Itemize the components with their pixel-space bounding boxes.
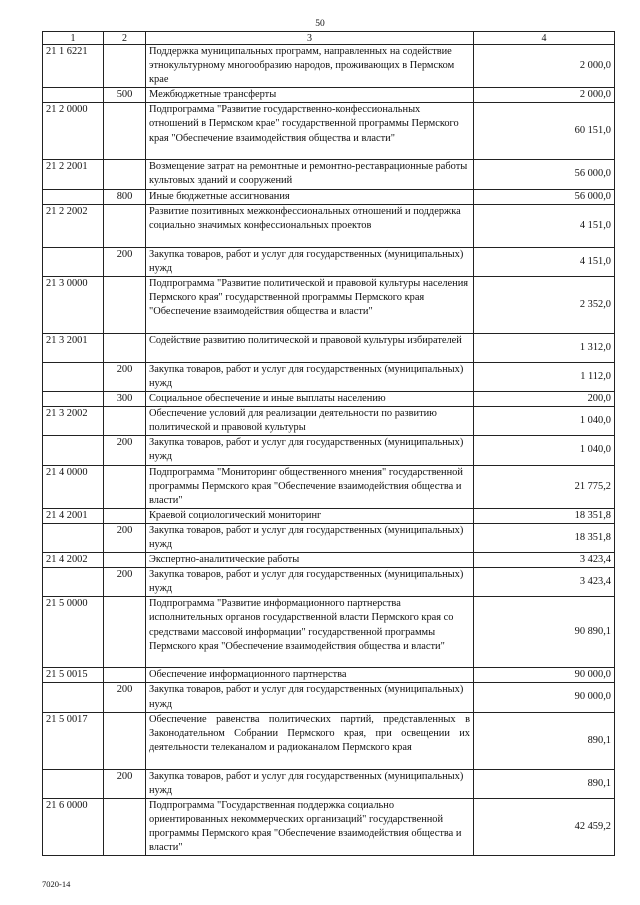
row-description: Подпрограмма "Развитие государственно-конфессиональных отношений в Пермском крае" государственной программы Пермского края "Обеспечение взаимодействия общества и власти" (146, 103, 474, 160)
row-description: Закупка товаров, работ и услуг для государственных (муниципальных) нужд (146, 568, 474, 597)
row-expense-kind (104, 160, 146, 189)
table-row (43, 798, 615, 855)
row-amount: 1 312,0 (474, 333, 615, 362)
row-amount: 1 040,0 (474, 436, 615, 465)
row-amount: 56 000,0 (474, 189, 615, 204)
row-description: Краевой социологический мониторинг (146, 508, 474, 523)
row-expense-kind: 200 (104, 683, 146, 712)
table-row (43, 392, 615, 407)
row-amount: 42 459,2 (474, 798, 615, 855)
table-row (43, 276, 615, 333)
row-description: Экспертно-аналитические работы (146, 553, 474, 568)
row-description: Содействие развитию политической и правовой культуры избирателей (146, 333, 474, 362)
column-header-description: 3 (146, 32, 474, 45)
row-code (43, 189, 104, 204)
row-amount: 890,1 (474, 712, 615, 769)
row-expense-kind: 200 (104, 568, 146, 597)
row-code (43, 362, 104, 391)
row-amount: 90 000,0 (474, 668, 615, 683)
table-header-row (43, 32, 615, 45)
row-amount: 200,0 (474, 392, 615, 407)
table-row (43, 712, 615, 769)
row-code: 21 5 0015 (43, 668, 104, 683)
row-amount: 1 112,0 (474, 362, 615, 391)
budget-table (42, 31, 615, 856)
row-code (43, 88, 104, 103)
row-code: 21 4 0000 (43, 465, 104, 508)
table-row (43, 189, 615, 204)
row-description: Закупка товаров, работ и услуг для государственных (муниципальных) нужд (146, 247, 474, 276)
table-row (43, 247, 615, 276)
page-number: 50 (315, 19, 325, 29)
row-code (43, 247, 104, 276)
row-expense-kind: 800 (104, 189, 146, 204)
row-expense-kind (104, 204, 146, 247)
table-row (43, 333, 615, 362)
table-row (43, 436, 615, 465)
row-expense-kind (104, 276, 146, 333)
row-code (43, 568, 104, 597)
row-amount: 60 151,0 (474, 103, 615, 160)
row-code: 21 5 0000 (43, 597, 104, 668)
row-code: 21 2 2001 (43, 160, 104, 189)
table-row (43, 88, 615, 103)
row-amount: 4 151,0 (474, 247, 615, 276)
row-amount: 90 000,0 (474, 683, 615, 712)
table-row (43, 465, 615, 508)
row-description: Возмещение затрат на ремонтные и ремонтно-реставрационные работы культовых зданий и сооружений (146, 160, 474, 189)
column-header-amount: 4 (474, 32, 615, 45)
row-description: Подпрограмма "Государственная поддержка социально ориентированных некоммерческих организаций" государственной программы Пермского края "Обеспечение взаимодействия общества и власти" (146, 798, 474, 855)
row-expense-kind (104, 103, 146, 160)
row-code: 21 2 2002 (43, 204, 104, 247)
row-amount: 18 351,8 (474, 523, 615, 552)
row-code: 21 5 0017 (43, 712, 104, 769)
row-amount: 890,1 (474, 769, 615, 798)
table-row (43, 683, 615, 712)
row-amount: 3 423,4 (474, 568, 615, 597)
row-code: 21 4 2001 (43, 508, 104, 523)
row-code: 21 4 2002 (43, 553, 104, 568)
row-expense-kind (104, 798, 146, 855)
row-code: 21 2 0000 (43, 103, 104, 160)
row-description: Социальное обеспечение и иные выплаты населению (146, 392, 474, 407)
row-expense-kind: 500 (104, 88, 146, 103)
row-expense-kind: 300 (104, 392, 146, 407)
row-description: Обеспечение равенства политических партий, представленных в Законодательном Собрании Пермского края, при освещении их деятельности телеканалом и радиоканалом Пермского края (146, 712, 474, 769)
row-amount: 1 040,0 (474, 407, 615, 436)
table-row (43, 103, 615, 160)
row-amount: 3 423,4 (474, 553, 615, 568)
row-code (43, 436, 104, 465)
row-description: Подпрограмма "Развитие политической и правовой культуры населения Пермского края" государственной программы Пермского края "Обеспечение взаимодействия общества и власти" (146, 276, 474, 333)
table-row (43, 204, 615, 247)
row-amount: 21 775,2 (474, 465, 615, 508)
row-amount: 18 351,8 (474, 508, 615, 523)
table-row (43, 407, 615, 436)
table-row (43, 362, 615, 391)
row-code (43, 683, 104, 712)
row-code: 21 6 0000 (43, 798, 104, 855)
row-expense-kind (104, 45, 146, 88)
row-code: 21 3 2001 (43, 333, 104, 362)
row-description: Обеспечение условий для реализации деятельности по развитию политической и правовой культуры (146, 407, 474, 436)
row-expense-kind (104, 712, 146, 769)
row-code: 21 3 0000 (43, 276, 104, 333)
row-expense-kind (104, 553, 146, 568)
row-description: Подпрограмма "Развитие информационного партнерства исполнительных органов государственной власти Пермского края со средствами массовой информации" государственной программы Пермского края "Обеспечение взаимодействия общества и власти" (146, 597, 474, 668)
row-description: Закупка товаров, работ и услуг для государственных (муниципальных) нужд (146, 362, 474, 391)
row-description: Закупка товаров, работ и услуг для государственных (муниципальных) нужд (146, 436, 474, 465)
row-description: Иные бюджетные ассигнования (146, 189, 474, 204)
row-expense-kind: 200 (104, 523, 146, 552)
table-row (43, 160, 615, 189)
row-expense-kind: 200 (104, 362, 146, 391)
row-description: Закупка товаров, работ и услуг для государственных (муниципальных) нужд (146, 523, 474, 552)
row-expense-kind (104, 407, 146, 436)
row-description: Подпрограмма "Мониторинг общественного мнения" государственной программы Пермского края "Обеспечение взаимодействия общества и власти" (146, 465, 474, 508)
row-expense-kind (104, 465, 146, 508)
row-amount: 2 000,0 (474, 88, 615, 103)
row-expense-kind: 200 (104, 436, 146, 465)
row-expense-kind (104, 597, 146, 668)
row-description: Межбюджетные трансферты (146, 88, 474, 103)
row-description: Обеспечение информационного партнерства (146, 668, 474, 683)
table-row (43, 597, 615, 668)
row-code (43, 392, 104, 407)
row-amount: 90 890,1 (474, 597, 615, 668)
row-expense-kind: 200 (104, 247, 146, 276)
table-row (43, 523, 615, 552)
table-row (43, 769, 615, 798)
column-header-kind: 2 (104, 32, 146, 45)
table-row (43, 553, 615, 568)
row-expense-kind (104, 668, 146, 683)
row-description: Поддержка муниципальных программ, направленных на содействие этнокультурному многообразию народов, проживающих в Пермском крае (146, 45, 474, 88)
row-description: Закупка товаров, работ и услуг для государственных (муниципальных) нужд (146, 769, 474, 798)
table-row (43, 508, 615, 523)
row-amount: 2 000,0 (474, 45, 615, 88)
table-row (43, 668, 615, 683)
row-code (43, 523, 104, 552)
row-description: Закупка товаров, работ и услуг для государственных (муниципальных) нужд (146, 683, 474, 712)
row-expense-kind: 200 (104, 769, 146, 798)
row-code: 21 1 6221 (43, 45, 104, 88)
row-amount: 2 352,0 (474, 276, 615, 333)
row-code (43, 769, 104, 798)
table-row (43, 568, 615, 597)
row-expense-kind (104, 508, 146, 523)
row-amount: 4 151,0 (474, 204, 615, 247)
row-code: 21 3 2002 (43, 407, 104, 436)
row-description: Развитие позитивных межконфессиональных отношений и поддержка социально значимых конфессиональных проектов (146, 204, 474, 247)
row-amount: 56 000,0 (474, 160, 615, 189)
footer-code: 7020-14 (42, 879, 71, 889)
row-expense-kind (104, 333, 146, 362)
table-row (43, 45, 615, 88)
column-header-code: 1 (43, 32, 104, 45)
